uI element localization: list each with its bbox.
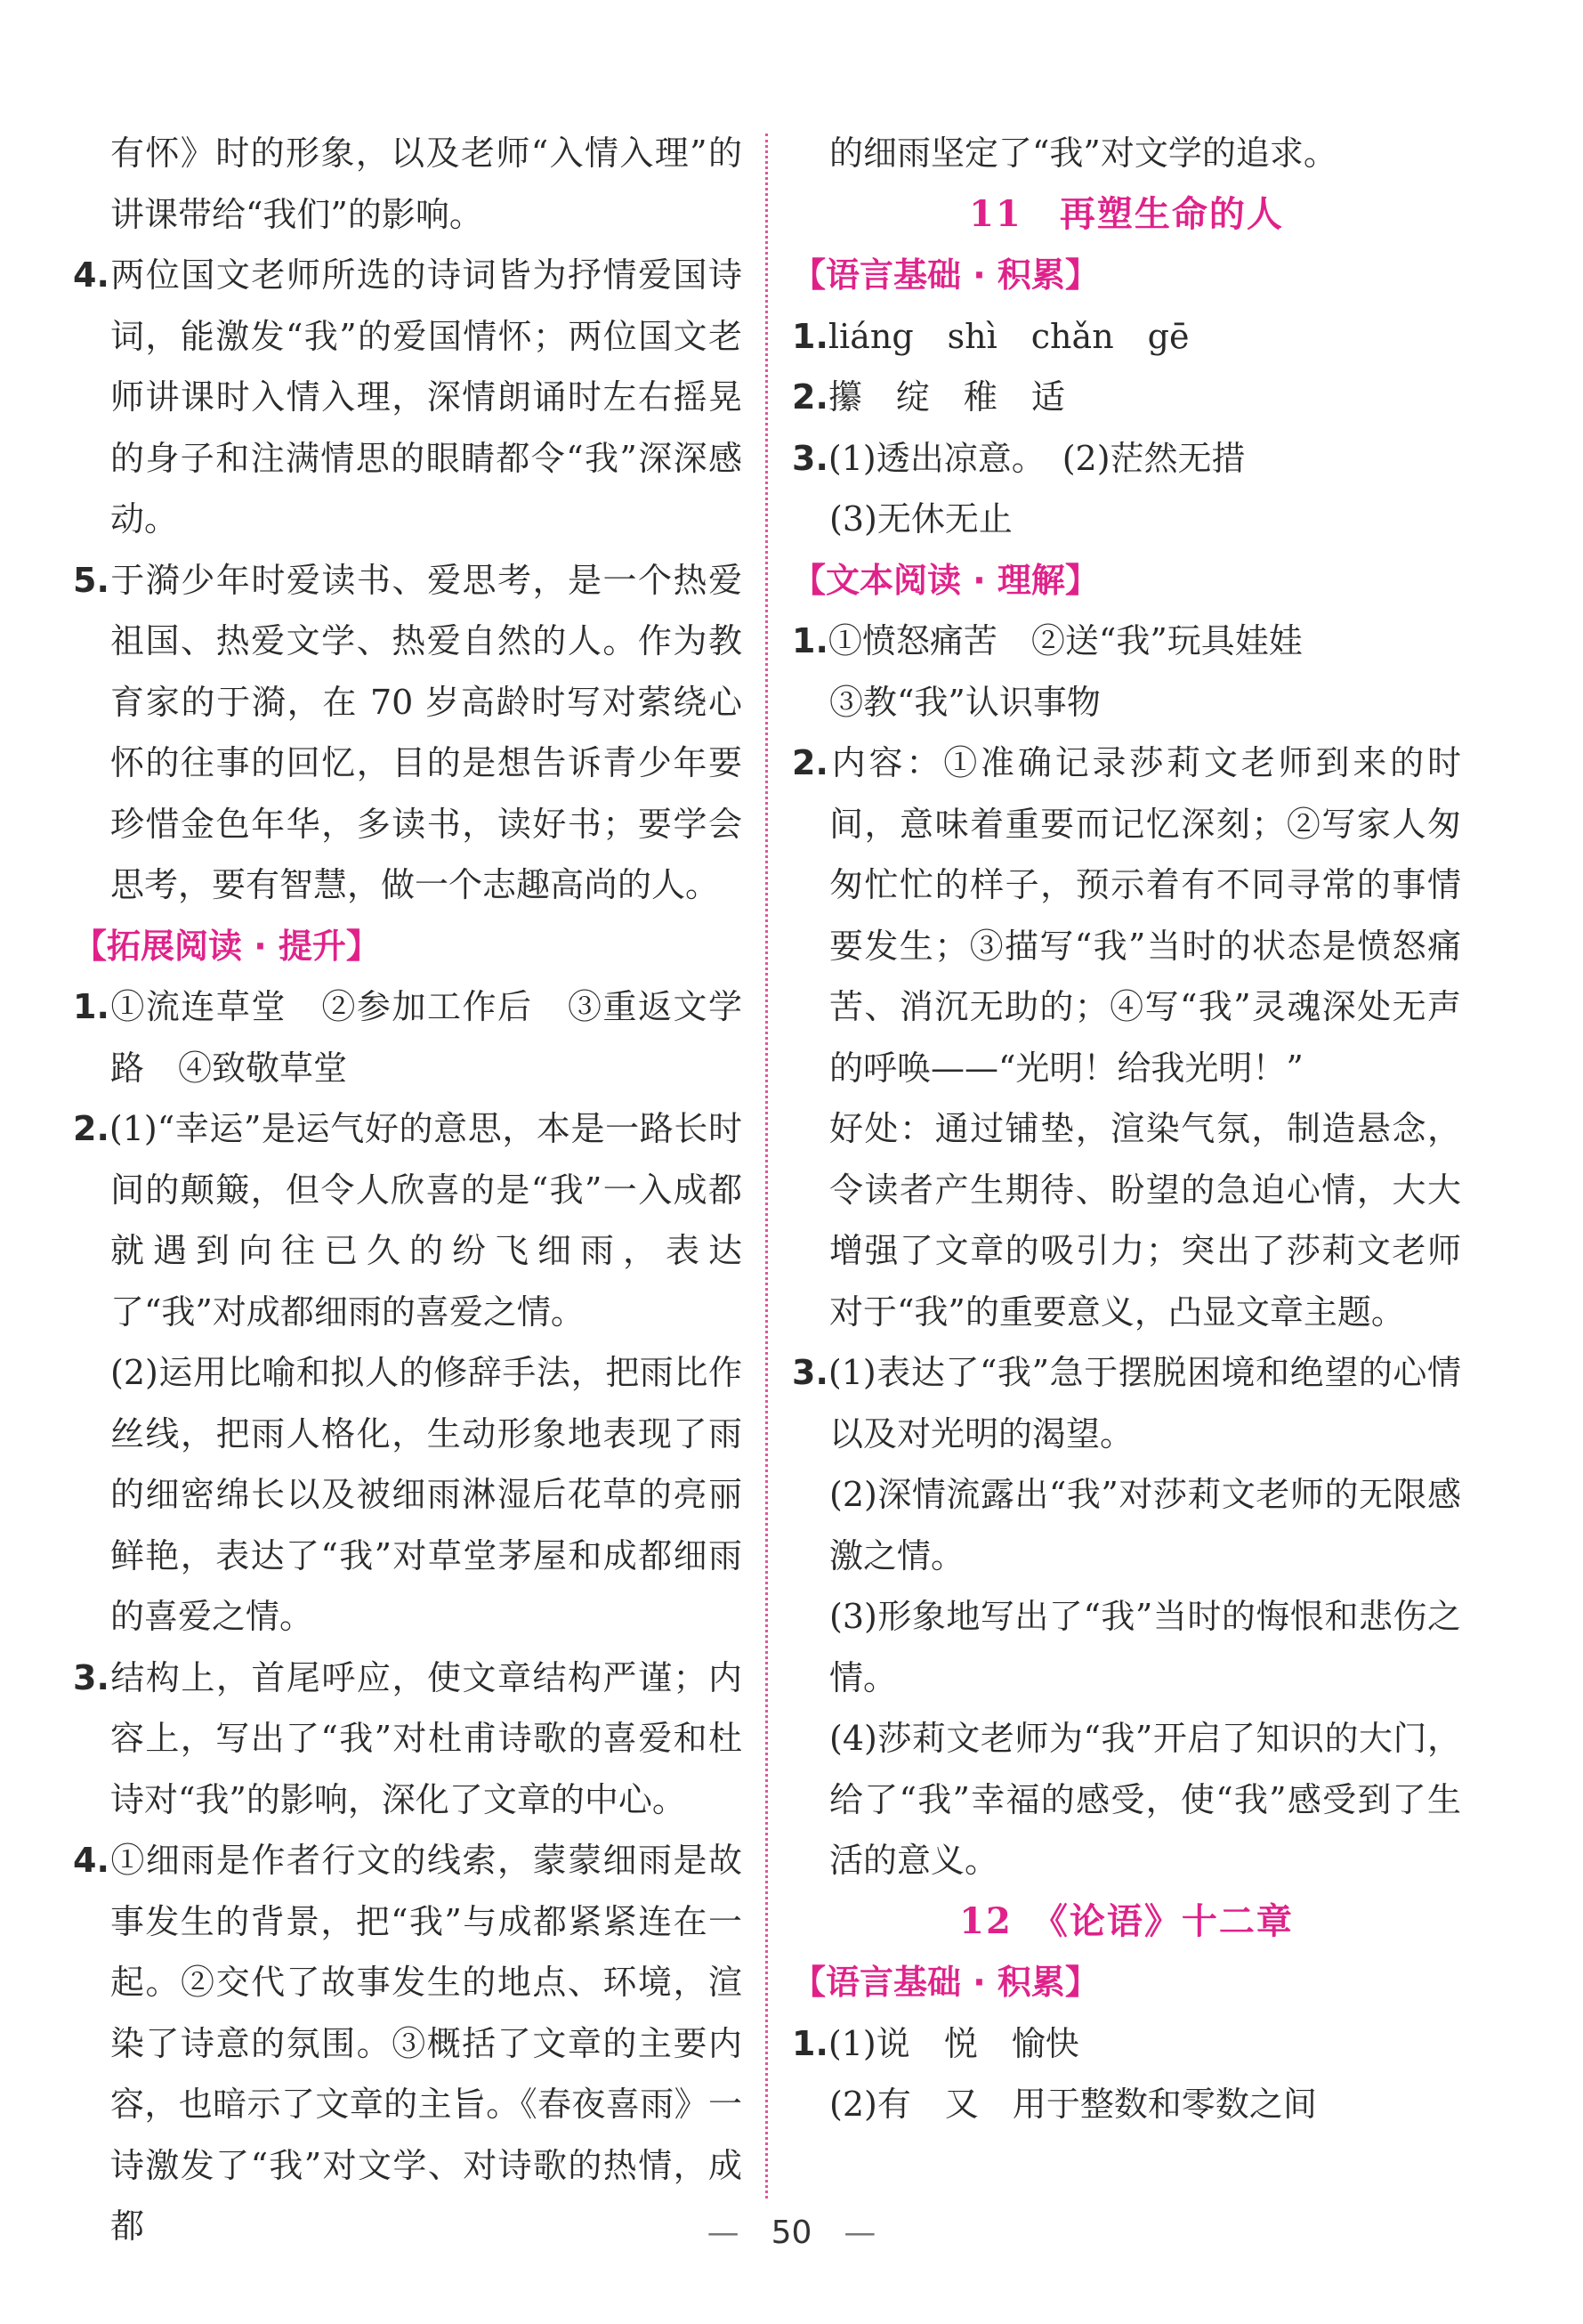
answer-item-r2: [792, 733, 1461, 1098]
item-number: 1.: [792, 2023, 828, 2063]
answer-item-l1: [792, 306, 1461, 368]
item-text: ①细雨是作者行文的线索，蒙蒙细雨是故事发生的背景，把“我”与成都紧紧连在一起。②交代了故事发生的地点、环境，渲染了诗意的氛围。③概括了文章的主要内容，也暗示了文章的主旨。《春夜喜雨》一诗激发了“我”对文学、对诗歌的热情，成都: [109, 1841, 742, 2246]
item-number: 1.: [73, 987, 109, 1026]
answer-item-e4: [73, 1830, 742, 2257]
answer-subitem: ③教“我”认识事物: [829, 682, 1101, 722]
item-number: 1.: [792, 621, 828, 660]
answer-item-r1: [792, 611, 1461, 672]
item-text: liáng shì chǎn gē: [828, 316, 1190, 356]
item-number: 2.: [792, 377, 828, 417]
item-text: ①流连草堂 ②参加工作后 ③重返文学路 ④致敬草堂: [109, 987, 742, 1088]
left-column: [73, 123, 742, 2257]
answer-item-r3: [792, 1342, 1461, 1464]
answer-item-e1: [73, 976, 742, 1098]
item-text: 于漪少年时爱读书、爱思考，是一个热爱祖国、热爱文学、热爱自然的人。作为教育家的于漪，在 70 岁高龄时写对萦绕心怀的往事的回忆，目的是想告诉青少年要珍惜金色年华，多读书，读好书；要学会思考，要有智慧，做一个志趣高尚的人。: [109, 560, 742, 904]
footer-dash-icon: —: [812, 2215, 876, 2251]
page-number: 50: [771, 2215, 812, 2251]
item-text: (1)“幸运”是运气好的意思，本是一路长时间的颠簸，但令人欣喜的是“我”一入成都就遇到向往已久的纷飞细雨，表达了“我”对成都细雨的喜爱之情。: [109, 1109, 742, 1332]
item-number: 4.: [73, 255, 109, 295]
right-column: [792, 123, 1461, 2135]
item-text: 结构上，首尾呼应，使文章结构严谨；内容上，写出了“我”对杜甫诗歌的喜爱和杜诗对“我”的影响，深化了文章的中心。: [109, 1657, 742, 1819]
chapter-title-11: 11 再塑生命的人: [969, 192, 1284, 235]
answer-item-m1: [792, 2013, 1461, 2075]
item-number: 1.: [792, 316, 828, 356]
answer-subitem: (3)形象地写出了“我”当时的悔恨和悲伤之情。: [829, 1597, 1461, 1697]
item-text: (1)透出凉意。 (2)茫然无措: [828, 438, 1246, 478]
item-number: 3.: [73, 1657, 109, 1697]
chapter-title-12: 12 《论语》十二章: [959, 1899, 1294, 1942]
footer-dash-icon: —: [707, 2215, 771, 2251]
item-text: 两位国文老师所选的诗词皆为抒情爱国诗词，能激发“我”的爱国情怀；两位国文老师讲课时入情入理，深情朗诵时左右摇晃的身子和注满情思的眼睛都令“我”深深感动。: [109, 255, 742, 538]
answer-subitem: 好处：通过铺垫，渲染气氛，制造悬念，令读者产生期待、盼望的急迫心情，大大增强了文章的吸引力；突出了莎莉文老师对于“我”的重要意义，凸显文章主题。: [829, 1109, 1461, 1332]
answer-item-e3: [73, 1648, 742, 1831]
item-text: (1)说 悦 愉快: [828, 2023, 1079, 2063]
answer-subitem: (2)运用比喻和拟人的修辞手法，把雨比作丝线，把雨人格化，生动形象地表现了雨的细密绵长以及被细雨淋湿后花草的亮丽鲜艳，表达了“我”对草堂茅屋和成都细雨的喜爱之情。: [110, 1353, 742, 1636]
answer-item-4: [73, 245, 742, 550]
answer-subitem: (4)莎莉文老师为“我”开启了知识的大门，给了“我”幸福的感受，使“我”感受到了生活的意义。: [829, 1719, 1461, 1880]
item-text: (1)表达了“我”急于摆脱困境和绝望的心情以及对光明的渴望。: [828, 1353, 1461, 1454]
answer-item-e2: [73, 1098, 742, 1342]
section-heading-reading: 【文本阅读 · 理解】: [792, 560, 1099, 600]
answer-item-l3: [792, 428, 1461, 490]
section-heading-language: 【语言基础 · 积累】: [792, 1963, 1099, 2002]
item-number: 2.: [73, 1109, 109, 1148]
section-heading-language: 【语言基础 · 积累】: [792, 255, 1099, 295]
answer-subitem: (2)有 又 用于整数和零数之间: [829, 2085, 1317, 2124]
answer-paragraph: 有怀》时的形象，以及老师“入情入理”的讲课带给“我们”的影响。: [110, 134, 742, 234]
item-number: 3.: [792, 438, 828, 478]
item-text: 内容：①准确记录莎莉文老师到来的时间，意味着重要而记忆深刻；②写家人匆匆忙忙的样子，预示着有不同寻常的事情要发生；③描写“我”当时的状态是愤怒痛苦、消沉无助的；④写“我”灵魂深处无声的呼唤——“光明！给我光明！”: [828, 743, 1461, 1088]
item-number: 4.: [73, 1841, 109, 1880]
item-text: ①愤怒痛苦 ②送“我”玩具娃娃: [828, 621, 1303, 660]
answer-subitem: (3)无休无止: [829, 499, 1013, 538]
item-number: 5.: [73, 560, 109, 600]
section-heading-expand: 【拓展阅读 · 提升】: [73, 926, 380, 966]
column-divider: [765, 134, 768, 2198]
answer-item-5: [73, 550, 742, 916]
item-number: 2.: [792, 743, 828, 782]
answer-subitem: (2)深情流露出“我”对莎莉文老师的无限感激之情。: [829, 1475, 1461, 1575]
item-number: 3.: [792, 1353, 828, 1392]
answer-paragraph: 的细雨坚定了“我”对文学的追求。: [829, 134, 1337, 173]
answer-item-l2: [792, 367, 1461, 428]
item-text: 攥 绽 稚 适: [828, 377, 1065, 417]
page-number-footer: [0, 2207, 1583, 2253]
